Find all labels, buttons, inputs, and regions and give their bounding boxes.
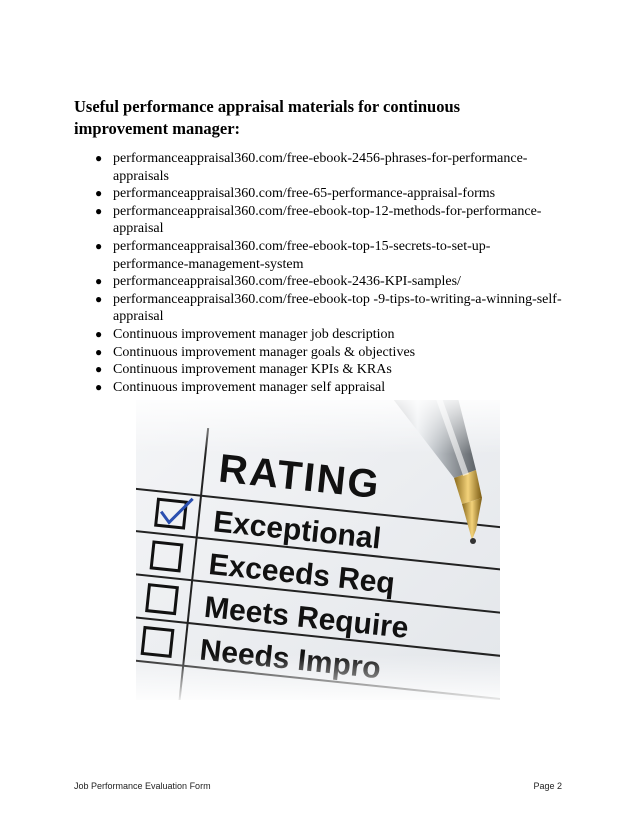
list-item-text: Continuous improvement manager self appraisal (113, 379, 386, 395)
bullet-icon: ● (95, 344, 103, 359)
list-item (93, 185, 563, 203)
rating-form-photo (136, 400, 500, 700)
bullet-icon: ● (95, 274, 103, 289)
list-item-text: performanceappraisal360.com/free-ebook-top-12-methods-for-performance-appraisal (113, 203, 542, 237)
page-number: Page 2 (533, 781, 562, 791)
list-item-text: performanceappraisal360.com/free-ebook-top -9-tips-to-writing-a-winning-self-appraisal (113, 291, 562, 325)
list-item (93, 361, 563, 379)
footer-title: Job Performance Evaluation Form (74, 781, 211, 791)
list-item (93, 150, 563, 185)
bullet-icon: ● (95, 379, 103, 394)
section-heading: Useful performance appraisal materials for continuous improvement manager: (74, 97, 461, 138)
list-item (93, 273, 563, 291)
bullet-icon: ● (95, 203, 103, 218)
bullet-icon: ● (95, 186, 103, 201)
list-item-text: performanceappraisal360.com/free-ebook-top-15-secrets-to-set-up-performance-management-system (113, 238, 491, 272)
bullet-icon: ● (95, 238, 103, 253)
materials-list (93, 150, 563, 396)
list-item (93, 238, 563, 273)
list-item (93, 291, 563, 326)
list-item-text: Continuous improvement manager KPIs & KRAs (113, 362, 392, 378)
list-item-text: performanceappraisal360.com/free-ebook-2436-KPI-samples/ (113, 274, 461, 290)
photo-vignette (136, 400, 500, 700)
list-item (93, 326, 563, 344)
list-item-text: Continuous improvement manager goals & objectives (113, 344, 416, 360)
list-item (93, 379, 563, 397)
list-item (93, 203, 563, 238)
bullet-icon: ● (95, 326, 103, 341)
list-item-text: performanceappraisal360.com/free-ebook-2456-phrases-for-performance-appraisals (113, 151, 528, 184)
list-item-text: performanceappraisal360.com/free-65-performance-appraisal-forms (113, 186, 496, 202)
bullet-icon: ● (95, 151, 103, 165)
list-item-text: Continuous improvement manager job description (113, 326, 395, 342)
rating-form-illustration (136, 400, 500, 700)
list-item (93, 344, 563, 362)
bullet-icon: ● (95, 362, 103, 377)
bullet-icon: ● (95, 291, 103, 306)
